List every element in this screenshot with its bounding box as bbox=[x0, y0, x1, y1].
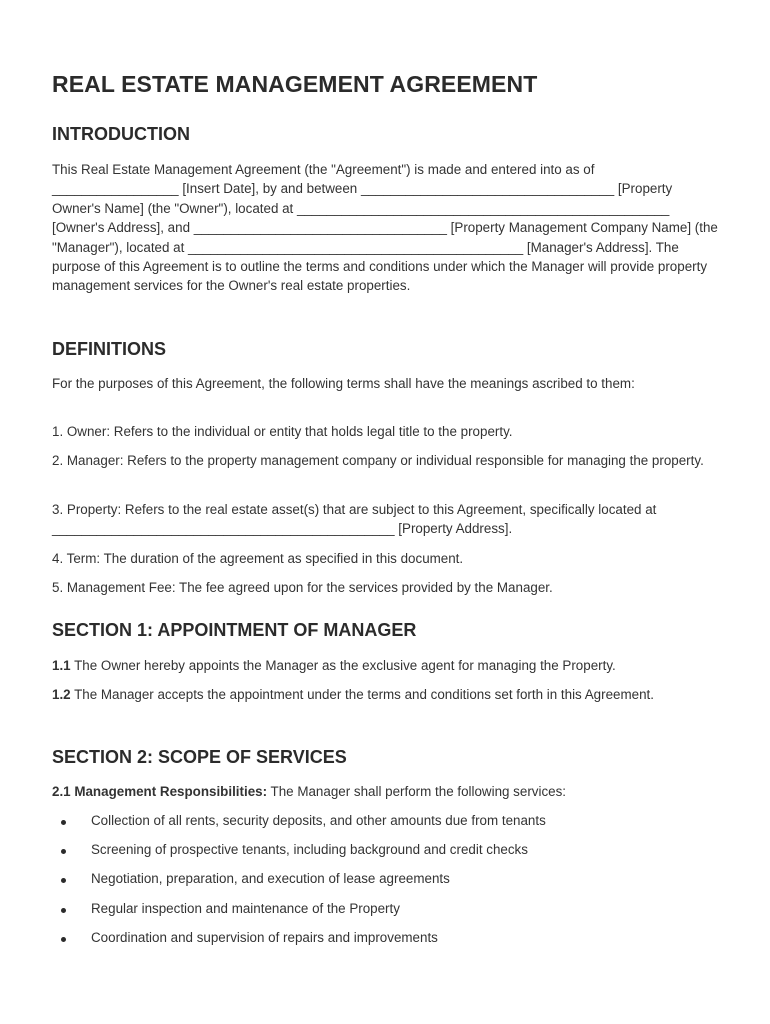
bullet-icon bbox=[61, 820, 66, 825]
definitions-heading: DEFINITIONS bbox=[52, 339, 167, 359]
clause-1-2 bbox=[52, 685, 720, 704]
bullet-icon bbox=[61, 908, 66, 913]
list-item bbox=[52, 840, 720, 869]
list-item-text: Screening of prospective tenants, including background and credit checks bbox=[91, 842, 528, 858]
list-item bbox=[52, 928, 720, 957]
definition-item-manager: 2. Manager: Refers to the property management company or individual responsible for managing the property. bbox=[52, 453, 704, 468]
list-item-text: Negotiation, preparation, and execution of lease agreements bbox=[91, 871, 450, 887]
definition-item-property: 3. Property: Refers to the real estate asset(s) that are subject to this Agreement, specifically located at ______________________________________________ [Property Address]. bbox=[52, 502, 657, 537]
document-title: REAL ESTATE MANAGEMENT AGREEMENT bbox=[52, 71, 538, 97]
section2-heading: SECTION 2: SCOPE OF SERVICES bbox=[52, 747, 347, 767]
list-item bbox=[52, 811, 720, 840]
bullet-icon bbox=[61, 878, 66, 883]
clause-text: The Manager shall perform the following services: bbox=[267, 784, 567, 799]
section1-heading: SECTION 1: APPOINTMENT OF MANAGER bbox=[52, 620, 417, 640]
clause-number: 1.2 bbox=[52, 687, 71, 702]
list-item-text: Collection of all rents, security deposits, and other amounts due from tenants bbox=[91, 813, 546, 828]
services-list bbox=[52, 811, 720, 957]
bullet-icon bbox=[61, 937, 66, 942]
clause-text: The Manager accepts the appointment under the terms and conditions set forth in this Agreement. bbox=[70, 687, 654, 702]
clause-text: The Owner hereby appoints the Manager as the exclusive agent for managing the Property. bbox=[70, 658, 616, 673]
introduction-paragraph: This Real Estate Management Agreement (the "Agreement") is made and entered into as of _________________ [Insert Date], by and between __________________________________ [Property Owner's Name] (the "Owner"), located at __________________________________________________ [Owner's Address], and __________________________________ [Property Management Company Name] (the "Manager"), located at _____________________________________________ [Manager's Address]. The purpose of this Agreement is to outline the terms and conditions under which the Manager will provide property management services for the Owner's real estate properties. bbox=[52, 162, 718, 294]
list-item bbox=[52, 899, 720, 928]
list-item-text: Regular inspection and maintenance of the Property bbox=[91, 900, 400, 916]
definition-item-term: 4. Term: The duration of the agreement as specified in this document. bbox=[52, 551, 464, 566]
introduction-heading: INTRODUCTION bbox=[52, 124, 190, 144]
definition-item-owner: 1. Owner: Refers to the individual or entity that holds legal title to the property. bbox=[52, 424, 513, 439]
clause-2-1 bbox=[52, 782, 720, 801]
bullet-icon bbox=[61, 849, 66, 854]
clause-1-1 bbox=[52, 656, 720, 675]
list-item bbox=[52, 869, 720, 898]
clause-subheading: 2.1 Management Responsibilities: bbox=[52, 784, 268, 799]
definitions-intro: For the purposes of this Agreement, the following terms shall have the meanings ascribed to them: bbox=[52, 376, 635, 391]
clause-number: 1.1 bbox=[52, 658, 71, 673]
definition-item-management-fee: 5. Management Fee: The fee agreed upon for the services provided by the Manager. bbox=[52, 580, 553, 595]
list-item-text: Coordination and supervision of repairs and improvements bbox=[91, 929, 438, 945]
